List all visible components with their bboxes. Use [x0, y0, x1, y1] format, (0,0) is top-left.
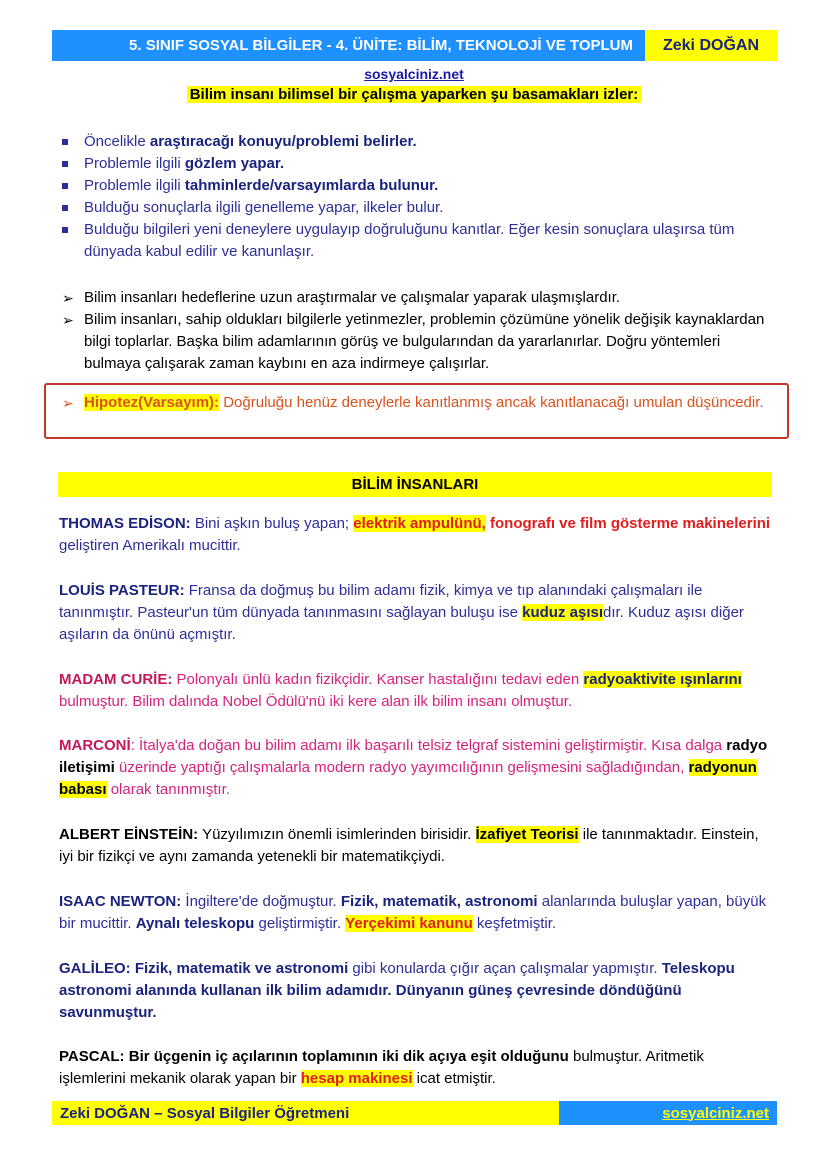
steps-list — [62, 131, 782, 263]
scientist-curie: MADAM CURİE: Polonyalı ünlü kadın fizikçidir. Kanser hastalığını tedavi eden radyoaktivite ışınlarını bulmuştur. Bilim dalında Nobel Ödülü'nü iki kere alan ilk bilim insanı olmuştur. — [59, 671, 742, 710]
intro-row — [0, 86, 828, 103]
footer-link-box — [559, 1101, 777, 1125]
list-item: Problemle ilgili gözlem yapar. — [62, 153, 782, 175]
intro-text: Bilim insanı bilimsel bir çalışma yaparken şu basamakları izler: — [187, 86, 642, 103]
footer-site-link[interactable]: sosyalciniz.net — [662, 1104, 769, 1122]
notes-list — [62, 287, 772, 375]
arrow-bullet-icon: ➢ — [62, 290, 74, 306]
list-item: Problemle ilgili tahminlerde/varsayımlarda bulunur. — [62, 175, 782, 197]
bullet-square-icon — [62, 205, 68, 211]
bullet-square-icon — [62, 227, 68, 233]
hypothesis-box — [44, 383, 789, 439]
bullet-square-icon — [62, 183, 68, 189]
scientist-edison: THOMAS EDİSON: Bini aşkın buluş yapan; elektrik ampulünü, fonografı ve film gösterme makinelerini geliştiren Amerikalı mucittir. — [59, 515, 771, 554]
scientist-marconi: MARCONİ: İtalya'da doğan bu bilim adamı ilk başarılı telsiz telgraf sistemini geliştirmiştir. Kısa dalga radyo iletişimi üzerinde yaptığı çalışmalarla modern radyo yayımcılığının gelişmesini sağladığından, radyonun babası olarak tanınmıştır. — [59, 737, 768, 798]
page-footer — [52, 1101, 777, 1125]
list-item: ➢ Bilim insanları, sahip oldukları bilgilerle yetinmezler, problemin çözümüne yönelik değişik kaynaklardan bilgi toplarlar. Başka bilim adamlarının görüş ve bulgularından da yararlanırlar. Doğru yöntemleri bulmaya çalışarak zaman kaybını en aza indirmeye çalışırlar. — [62, 311, 765, 372]
page-header — [52, 30, 777, 61]
hypothesis-text: Doğruluğu henüz deneylerle kanıtlanmış ancak kanıtlanacağı umulan düşüncedir. — [219, 394, 764, 411]
site-link-row — [0, 66, 828, 82]
footer-author: Zeki DOĞAN – Sosyal Bilgiler Öğretmeni — [52, 1101, 559, 1125]
bullet-square-icon — [62, 161, 68, 167]
header-title: 5. SINIF SOSYAL BİLGİLER - 4. ÜNİTE: BİLİM, TEKNOLOJİ VE TOPLUM — [52, 30, 645, 61]
hypothesis-term: Hipotez(Varsayım): — [84, 394, 220, 411]
list-item: ➢ Bilim insanları hedeflerine uzun araştırmalar ve çalışmalar yaparak ulaşmışlardır. — [62, 287, 772, 309]
scientist-einstein: ALBERT EİNSTEİN: Yüzyılımızın önemli isimlerinden birisidir. İzafiyet Teorisi ile tanınmaktadır. Einstein, iyi bir fizikçi ve aynı zamanda yetenekli bir matematikçiydi. — [59, 826, 759, 865]
header-author: Zeki DOĞAN — [645, 30, 777, 61]
section-title: BİLİM İNSANLARI — [58, 472, 772, 497]
arrow-bullet-icon: ➢ — [62, 395, 74, 411]
bullet-square-icon — [62, 139, 68, 145]
scientist-pascal: PASCAL: Bir üçgenin iç açılarının toplamının iki dik açıya eşit olduğunu bulmuştur. Aritmetik işlemlerini mekanik olarak yapan bir hesap makinesi icat etmiştir. — [59, 1048, 704, 1087]
list-item: Öncelikle araştıracağı konuyu/problemi belirler. — [62, 131, 782, 153]
site-link[interactable]: sosyalciniz.net — [364, 66, 464, 82]
scientist-pasteur: LOUİS PASTEUR: Fransa da doğmuş bu bilim adamı fizik, kimya ve tıp alanındaki çalışmaları ile tanınmıştır. Pasteur'un tüm dünyada tanınmasını sağlayan buluşu ise kuduz aşısıdır. Kuduz aşısı diğer aşıların da önünü açmıştır. — [59, 582, 744, 643]
scientist-newton: ISAAC NEWTON: İngiltere'de doğmuştur. Fizik, matematik, astronomi alanlarında buluşlar yapan, büyük bir mucittir. Aynalı teleskopu geliştirmiştir. Yerçekimi kanunu keşfetmiştir. — [59, 893, 767, 932]
list-item: Bulduğu sonuçlarla ilgili genelleme yapar, ilkeler bulur. — [62, 197, 782, 219]
scientist-galileo: GALİLEO: Fizik, matematik ve astronomi gibi konularda çığır açan çalışmalar yapmıştır. Teleskopu astronomi alanında kullanan ilk bilim adamıdır. Dünyanın güneş çevresinde döndüğünü savunmuştur. — [59, 960, 735, 1021]
list-item: Bulduğu bilgileri yeni deneylere uygulayıp doğruluğunu kanıtlar. Eğer kesin sonuçlara ulaşırsa tüm dünyada kabul edilir ve kanunlaşır. — [62, 219, 782, 263]
arrow-bullet-icon: ➢ — [62, 312, 74, 328]
